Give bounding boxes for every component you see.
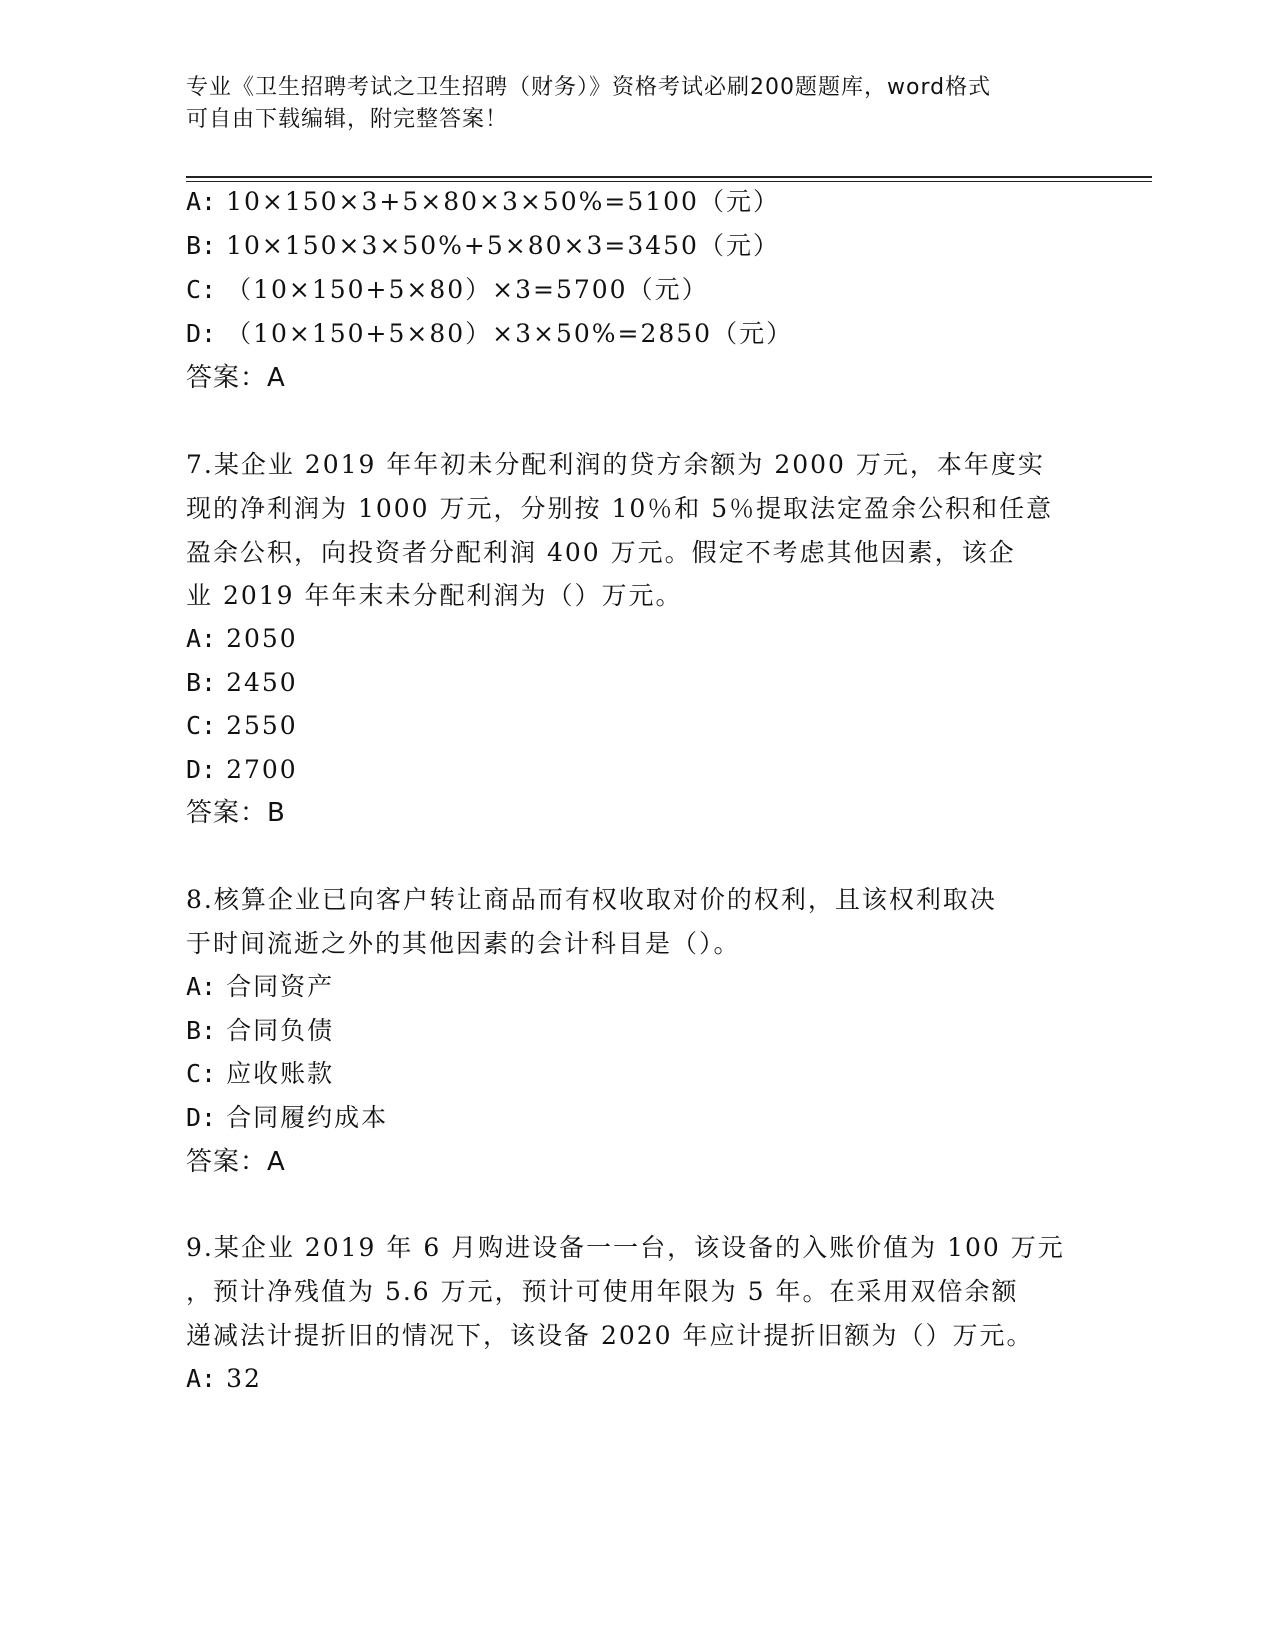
option-text: 应收账款 (226, 1059, 335, 1088)
option-label: A: (186, 624, 217, 653)
q8-answer: 答案：A (186, 1147, 286, 1177)
q8-option-a (186, 971, 334, 1003)
q6-answer: 答案：A (186, 363, 286, 393)
option-label: B: (186, 231, 217, 260)
q7-stem-line-2: 现的净利润为 1000 万元，分别按 10％和 5％提取法定盈余公积和任意 (186, 494, 1054, 523)
q7-option-a (186, 623, 298, 655)
option-text: （10×150+5×80）×3×50%=2850（元） (226, 319, 794, 348)
option-label: A: (186, 187, 217, 216)
q6-option-c (186, 274, 709, 306)
option-text: 2050 (226, 624, 298, 653)
option-text: 10×150×3+5×80×3×50%=5100（元） (226, 187, 780, 216)
option-label: C: (186, 711, 217, 740)
document-header (186, 72, 1066, 136)
option-text: （10×150+5×80）×3=5700（元） (226, 275, 709, 304)
q7-answer: 答案：B (186, 798, 286, 828)
q7-stem-line-1: 7.某企业 2019 年年初未分配利润的贷方余额为 2000 万元，本年度实 (186, 450, 1045, 479)
q7-option-b (186, 667, 298, 699)
header-divider-thin (186, 181, 1152, 182)
header-divider-thick (186, 176, 1152, 178)
option-label: B: (186, 668, 217, 697)
q6-option-d (186, 318, 793, 350)
q8-stem-line-1: 8.核算企业已向客户转让商品而有权收取对价的权利，且该权利取决 (186, 885, 997, 914)
q7-option-c (186, 710, 298, 742)
q8-stem-line-2: 于时间流逝之外的其他因素的会计科目是（）。 (186, 929, 741, 958)
q6-option-b (186, 230, 780, 262)
option-text: 合同资产 (226, 972, 335, 1001)
q7-stem-line-4: 业 2019 年年末未分配利润为（）万元。 (186, 581, 683, 610)
q9-stem-line-2: ，预计净残值为 5.6 万元，预计可使用年限为 5 年。在采用双倍余额 (186, 1277, 1019, 1306)
option-label: D: (186, 755, 217, 784)
header-line-2: 可自由下载编辑，附完整答案！ (186, 107, 509, 132)
q9-stem-line-1: 9.某企业 2019 年 6 月购进设备一一台，该设备的入账价值为 100 万元 (186, 1233, 1065, 1262)
header-line-1: 专业《卫生招聘考试之卫生招聘（财务）》资格考试必刷200题题库，word格式 (186, 75, 992, 100)
q9-option-a (186, 1363, 262, 1395)
q9-stem-line-3: 递减法计提折旧的情况下，该设备 2020 年应计提折旧额为（）万元。 (186, 1321, 1034, 1350)
q7-option-d (186, 754, 298, 786)
q8-option-d (186, 1102, 388, 1134)
option-label: C: (186, 275, 217, 304)
option-text: 2700 (226, 755, 298, 784)
option-text: 2550 (226, 711, 298, 740)
option-label: A: (186, 1364, 217, 1393)
q8-option-b (186, 1015, 334, 1047)
option-label: D: (186, 319, 217, 348)
option-text: 32 (226, 1364, 262, 1393)
option-text: 2450 (226, 668, 298, 697)
q6-option-a (186, 186, 780, 218)
option-text: 10×150×3×50%+5×80×3=3450（元） (226, 231, 780, 260)
option-label: B: (186, 1016, 217, 1045)
option-text: 合同履约成本 (226, 1103, 389, 1132)
option-label: C: (186, 1059, 217, 1088)
option-text: 合同负债 (226, 1016, 335, 1045)
option-label: A: (186, 972, 217, 1001)
q7-stem-line-3: 盈余公积，向投资者分配利润 400 万元。假定不考虑其他因素，该企 (186, 538, 1016, 567)
q8-option-c (186, 1058, 334, 1090)
option-label: D: (186, 1103, 217, 1132)
